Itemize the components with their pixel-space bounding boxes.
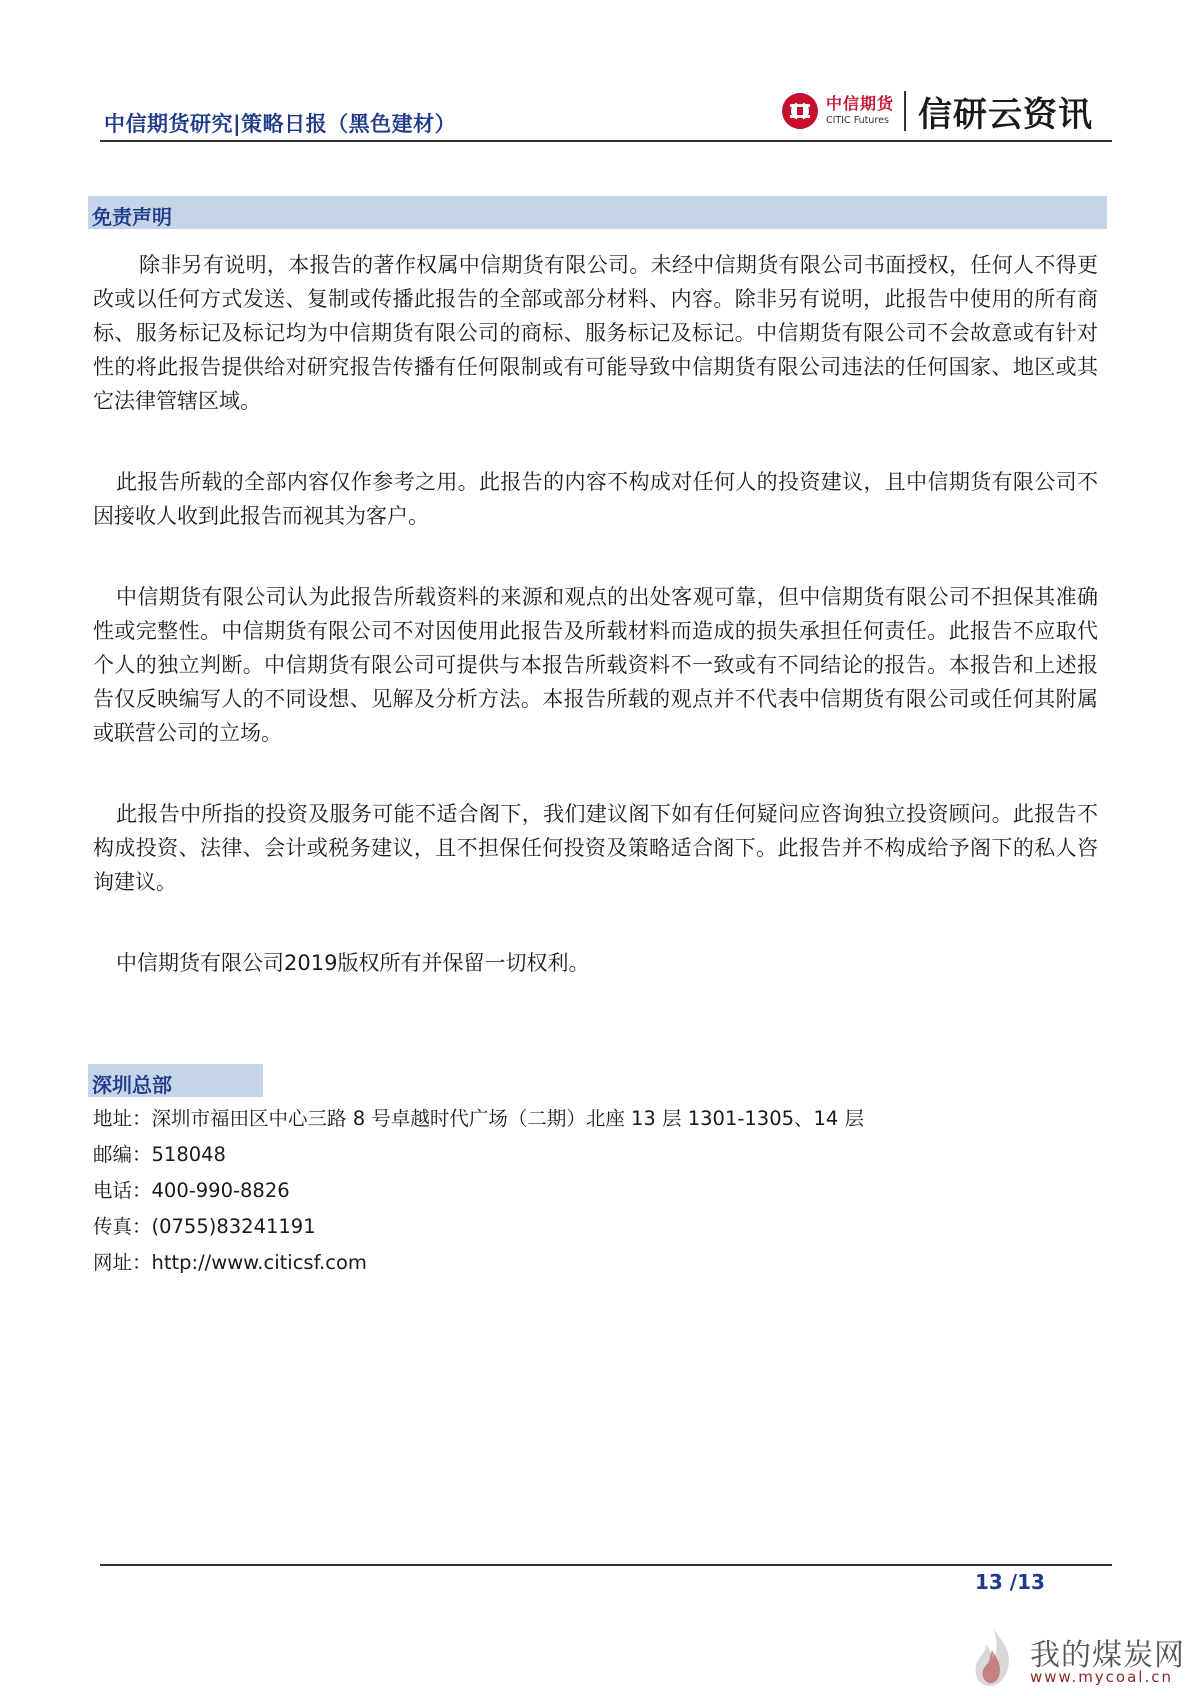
hq-heading: 深圳总部 — [92, 1073, 172, 1097]
website-link[interactable]: http://www.citicsf.com — [151, 1251, 367, 1274]
header-divider — [100, 140, 1112, 142]
flame-icon — [968, 1624, 1018, 1690]
copyright-statement: 中信期货有限公司2019版权所有并保留一切权利。 — [116, 951, 590, 975]
fax-row — [93, 1209, 864, 1245]
footer-divider — [100, 1564, 1112, 1566]
address-row — [93, 1101, 864, 1137]
phone-label: 电话： — [93, 1179, 152, 1202]
website-label: 网址： — [93, 1251, 152, 1274]
disclaimer-heading: 免责声明 — [92, 205, 172, 229]
logo-chinese-name: 中信期货 — [826, 94, 895, 114]
postcode-value: 518048 — [151, 1143, 226, 1166]
website-row — [93, 1245, 864, 1281]
postcode-label: 邮编： — [93, 1143, 152, 1166]
mycoal-watermark — [968, 1624, 1188, 1690]
phone-value: 400-990-8826 — [151, 1179, 290, 1202]
disclaimer-paragraph: 此报告中所指的投资及服务可能不适合阁下，我们建议阁下如有任何疑问应咨询独立投资顾问。此报告不构成投资、法律、会计或税务建议，且不担保任何投资及策略适合阁下。此报告并不构成给予阁下的私人咨询建议。 — [93, 802, 1098, 894]
address-value: 深圳市福田区中心三路 8 号卓越时代广场（二期）北座 13 层 1301-1305、14 层 — [151, 1107, 865, 1130]
disclaimer-paragraph: 此报告所载的全部内容仅作参考之用。此报告的内容不构成对任何人的投资建议，且中信期货有限公司不因接收人收到此报告而视其为客户。 — [93, 470, 1098, 528]
postcode-row — [93, 1137, 864, 1173]
page-number: 13 /13 — [975, 1570, 1045, 1594]
logo-divider — [904, 91, 906, 131]
disclaimer-heading-bar — [88, 196, 1107, 229]
report-title: 中信期货研究|策略日报（黑色建材） — [104, 112, 457, 136]
phone-row — [93, 1173, 864, 1209]
citic-emblem-icon — [780, 91, 820, 131]
brand-name: 信研云资讯 — [918, 94, 1094, 135]
logo-english-name: CITIC Futures — [826, 115, 889, 127]
hq-heading-bar — [88, 1064, 263, 1097]
disclaimer-paragraph: 除非另有说明，本报告的著作权属中信期货有限公司。未经中信期货有限公司书面授权，任何人不得更改或以任何方式发送、复制或传播此报告的全部或部分材料、内容。除非另有说明，此报告中使用的所有商标、服务标记及标记均为中信期货有限公司的商标、服务标记及标记。中信期货有限公司不会故意或有针对性的将此报告提供给对研究报告传播有任何限制或有可能导致中信期货有限公司违法的任何国家、地区或其它法律管辖区域。 — [93, 253, 1098, 413]
watermark-title: 我的煤炭网 — [1030, 1638, 1185, 1673]
hq-contact-list — [93, 1101, 864, 1281]
disclaimer-paragraph: 中信期货有限公司认为此报告所载资料的来源和观点的出处客观可靠，但中信期货有限公司不担保其准确性或完整性。中信期货有限公司不对因使用此报告及所载材料而造成的损失承担任何责任。此报告不应取代个人的独立判断。中信期货有限公司可提供与本报告所载资料不一致或有不同结论的报告。本报告和上述报告仅反映编写人的不同设想、见解及分析方法。本报告所载的观点并不代表中信期货有限公司或任何其附属或联营公司的立场。 — [93, 585, 1098, 745]
fax-value: (0755)83241191 — [151, 1215, 316, 1238]
watermark-url: www.mycoal.cn — [1030, 1668, 1173, 1686]
citic-logo — [780, 86, 1093, 136]
address-label: 地址： — [93, 1107, 152, 1130]
fax-label: 传真： — [93, 1215, 152, 1238]
